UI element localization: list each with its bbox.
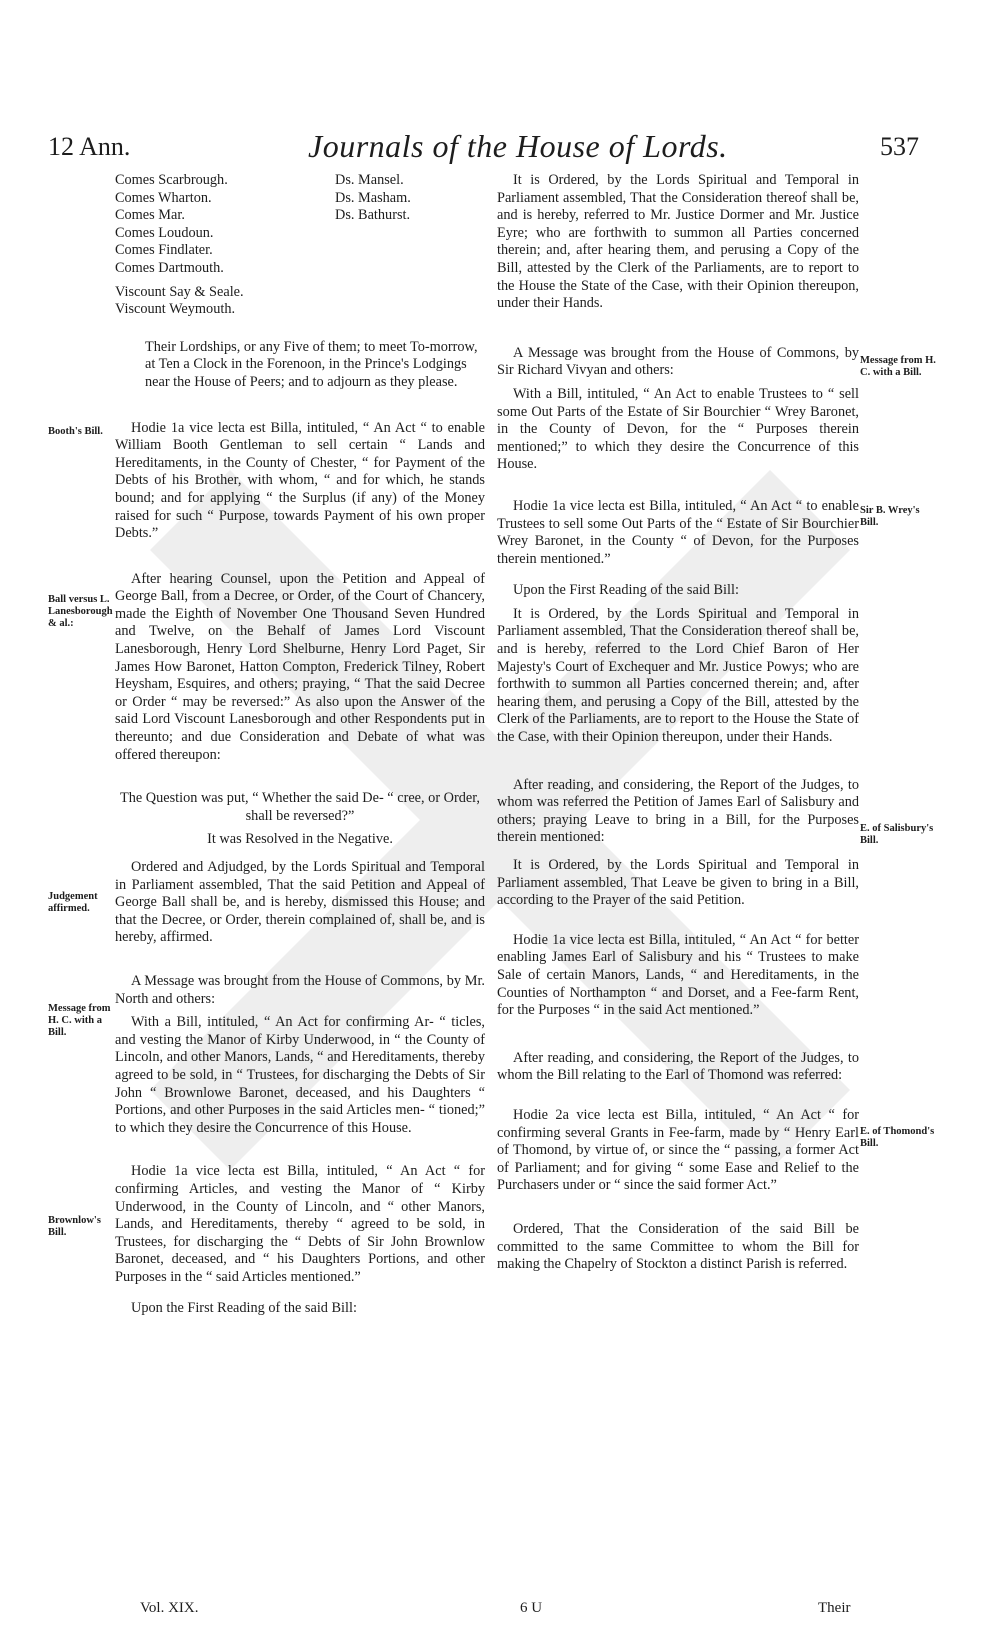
judgement-paragraph: Ordered and Adjudged, by the Lords Spiritual and Temporal in Parliament assembled, That the said Petition and Appeal of George Ball shall be, and is hereby, dismissed this House; and that the Decree, or Order, therein complained of, shall be, and is hereby, affirmed. bbox=[115, 859, 485, 946]
lord-name: Viscount Weymouth. bbox=[115, 301, 236, 318]
lord-name: Comes Scarbrough. bbox=[115, 172, 228, 188]
salisbury-leave-order: It is Ordered, by the Lords Spiritual and Temporal in Parliament assembled, That Leave be given to bring in a Bill, according to the Prayer of the said Petition. bbox=[497, 857, 859, 909]
adjournment-paragraph: Their Lordships, or any Five of them; to meet To-morrow, at Ten a Clock in the Forenoon, in the Prince's Lodgings near the House of Peers; and to adjourn as they please. bbox=[145, 338, 478, 390]
lord-name: Comes Mar. bbox=[115, 207, 185, 224]
booth-bill-paragraph: Hodie 1a vice lecta est Billa, intituled, “ An Act “ to enable William Booth Gentleman to sell certain “ Lands and Hereditaments, in the County of Chester, “ for Payment of the Debts of his Brother, with whom, “ and for which, he stands bound; and for applying “ the Surplus (if any) of the Money raised for such “ Purpose, towards Payment of his own proper Debts.” bbox=[115, 419, 485, 542]
margin-note-brownlow: Brownlow's Bill. bbox=[48, 1215, 101, 1238]
margin-note-thomond: E. of Thomond's Bill. bbox=[860, 1126, 935, 1149]
wrey-bill-reading: Hodie 1a vice lecta est Billa, intituled, “ An Act “ to enable Trustees to sell some Out Parts of the “ Estate of Sir Bourchier Wrey Baronet, in the County “ of Devon, for the Purposes therein mentioned.” bbox=[497, 497, 859, 567]
left-column bbox=[115, 172, 485, 1318]
wrey-bill-message: With a Bill, intituled, “ An Act to enable Trustees to “ sell some Out Parts of the Estate of Sir Bourchier “ Wrey Baronet, in the County of Devon, for the “ Purposes therein mentioned;” to which they desire the Concurrence of this House. bbox=[497, 385, 859, 473]
brownlow-bill-message: With a Bill, intituled, “ An Act for confirming Ar- “ ticles, and vesting the Manor of Kirby Underwood, in “ the County of Lincoln, and other Manors, Lands, “ and Hereditaments, thereby agreed to be sold, in “ Trustees, for discharging the Debts of Sir John “ Brownlowe Baronet, deceased, and his Daughters “ Portions, and other Purposes in the said Articles men- “ tioned;” to which they desire the Concurrence of this House. bbox=[115, 1014, 485, 1136]
right-column bbox=[497, 172, 859, 1274]
thomond-report-paragraph: After reading, and considering, the Report of the Judges, to whom the Bill relating to the Earl of Thomond was referred: bbox=[497, 1049, 859, 1084]
margin-note-judgement: Judgement affirmed. bbox=[48, 891, 98, 914]
header-title: Journals of the House of Lords. bbox=[308, 128, 728, 164]
margin-note-booth: Booth's Bill. bbox=[48, 426, 103, 437]
volume-number: Vol. XIX. bbox=[140, 1600, 199, 1616]
lords-list-earls bbox=[115, 172, 335, 278]
first-reading-paragraph: Upon the First Reading of the said Bill: bbox=[131, 1300, 357, 1317]
resolution-paragraph: It was Resolved in the Negative. bbox=[207, 831, 393, 848]
thomond-bill-reading: Hodie 2a vice lecta est Billa, intituled, “ An Act “ for confirming several Grants in Fee-farm, made by “ Henry Earl of Thomond, by virtue of, or since the “ passing, a former Act of Parliament; and for giving “ some Ease and Relief to the Purchasers under or “ since the said former Act.” bbox=[497, 1106, 859, 1194]
lord-name: Comes Findlater. bbox=[115, 242, 213, 259]
powys-order: It is Ordered, by the Lords Spiritual and Temporal in Parliament assembled, That the Consideration thereof shall be, and is hereby, referred to the Lord Chief Baron of Her Majesty's Court of Exchequer and Mr. Justice Powys; who are forthwith to summon all Parties concerned therein; and, after hearing them, and perusing a Copy of the Bill, attested by the Clerk of the Parliaments, are to report to the House the State of the Case, with their Opinion thereupon, under their Hands. bbox=[497, 605, 859, 746]
margin-note-salisbury: E. of Salisbury's Bill. bbox=[860, 823, 934, 846]
vivyan-message-paragraph: A Message was brought from the House of Commons, by Sir Richard Vivyan and others: bbox=[497, 344, 859, 379]
catchword: Their bbox=[818, 1600, 851, 1616]
lord-name: Ds. Mansel. bbox=[335, 172, 404, 188]
page-number: 537 bbox=[880, 132, 919, 161]
brownlow-bill-reading: Hodie 1a vice lecta est Billa, intituled, “ An Act “ for confirming Articles, and vesting the Manor of “ Kirby Underwood, in the County of Lincoln, and “ other Manors, Lands, and Hereditaments, thereby “ agreed to be sold, in Trustees, for discharging the “ Debts of Sir John Brownlow Baronet, deceased, and “ his Daughters Portions, and other Purposes in the “ said Articles mentioned.” bbox=[115, 1163, 485, 1285]
commons-message-paragraph: A Message was brought from the House of Commons, by Mr. North and others: bbox=[115, 972, 485, 1007]
committee-order: Ordered, That the Consideration of the said Bill be committed to the same Committee to whom the Bill for making the Chapelry of Stockton a distinct Parish is referred. bbox=[497, 1220, 859, 1273]
salisbury-report-paragraph: After reading, and considering, the Report of the Judges, to whom was referred the Petition of James Earl of Salisbury and others; praying Leave to bring in a Bill, for the Purposes therein mentioned: bbox=[497, 776, 859, 846]
lord-name: Comes Wharton. bbox=[115, 189, 212, 206]
lord-name: Comes Dartmouth. bbox=[115, 259, 224, 276]
margin-note-ball: Ball versus L. Lanesborough & al.: bbox=[48, 594, 113, 629]
lord-name: Viscount Say & Seale. bbox=[115, 283, 244, 300]
margin-note-message-right: Message from H. C. with a Bill. bbox=[860, 355, 936, 378]
header-regnal-year: 12 Ann. bbox=[48, 132, 131, 161]
ball-appeal-paragraph: After hearing Counsel, upon the Petition and Appeal of George Ball, from a Decree, or Order, of the Court of Chancery, made the Eighth of November One Thousand Seven Hundred and Twelve, on the Behalf of James Lord Viscount Lanesborough, Henry Lord Shelburne, Henry Lord Paget, Sir James How Baronet, Hatton Compton, Frederick Tilney, Robert Heysham, Esquires, and others; praying, “ That the said Decree or Order “ may be reversed:” As also upon the Answer of the said Lord Viscount Lanesborough and other Respondents put in thereunto; and due Consideration and Debate of what was offered thereupon: bbox=[115, 570, 485, 763]
salisbury-bill-reading: Hodie 1a vice lecta est Billa, intituled, “ An Act “ for better enabling James Earl of Salisbury and his “ Trustees to make Sale of certain Manors, Lands, “ and Hereditaments, in the Counties of Northampton “ and Dorset, and a Fee-farm Rent, for the Purposes “ in the said Act mentioned.” bbox=[497, 931, 859, 1019]
lord-name: Comes Loudoun. bbox=[115, 224, 214, 241]
lords-list-barons bbox=[335, 172, 411, 319]
margin-note-wrey: Sir B. Wrey's Bill. bbox=[860, 505, 920, 528]
lord-name: Ds. Masham. bbox=[335, 189, 411, 206]
dormer-eyre-order: It is Ordered, by the Lords Spiritual and Temporal in Parliament assembled, That the Consideration thereof shall be, and is hereby, referred to Mr. Justice Dormer and Mr. Justice Eyre; who are forthwith to summon all Parties concerned therein; and, after hearing them, and perusing a Copy of the Bill, attested by the Clerk of the Parliaments, are to report to the House the State of the Case, with their Opinion thereupon, under their Hands. bbox=[497, 172, 859, 312]
signature-mark: 6 U bbox=[520, 1600, 543, 1616]
question-paragraph: The Question was put, “ Whether the said De- “ cree, or Order, shall be reversed?” bbox=[119, 790, 481, 824]
lord-name: Ds. Bathurst. bbox=[335, 207, 411, 224]
running-header bbox=[0, 128, 992, 168]
margin-note-message-left: Message from H. C. with a Bill. bbox=[48, 1003, 111, 1038]
first-reading-paragraph-2: Upon the First Reading of the said Bill: bbox=[513, 582, 739, 599]
lords-list-viscounts bbox=[115, 284, 335, 319]
lords-list bbox=[115, 172, 485, 319]
